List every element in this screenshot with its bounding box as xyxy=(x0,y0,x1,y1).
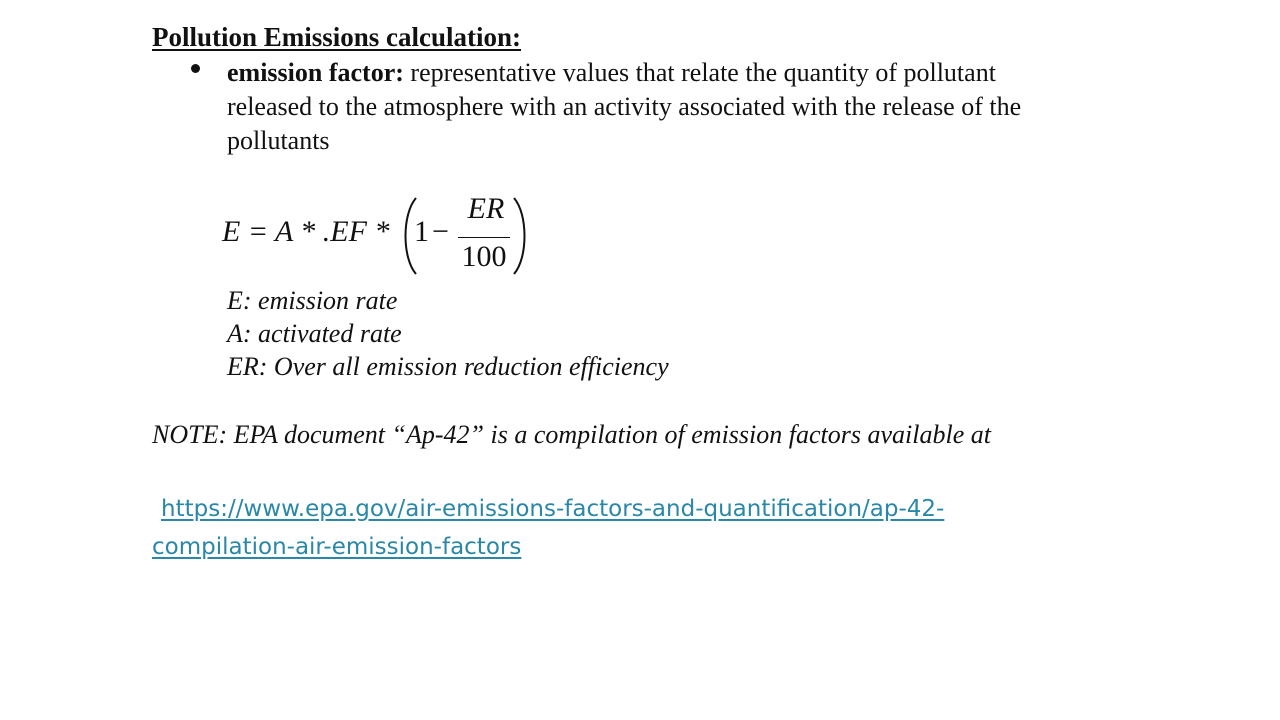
ap42-link[interactable] xyxy=(152,490,1052,566)
link-line-1[interactable]: https://www.epa.gov/air-emissions-factors-and-quantification/ap-42- xyxy=(161,496,945,522)
formula-denominator: 100 xyxy=(461,240,507,273)
formula-one: 1 xyxy=(414,215,429,248)
definition-er: ER: Over all emission reduction efficiency xyxy=(227,352,669,381)
variable-definitions xyxy=(227,284,669,383)
formula-minus: − xyxy=(432,215,449,248)
fraction-bar xyxy=(458,237,510,238)
definition-e: E: emission rate xyxy=(227,286,398,315)
definition-a: A: activated rate xyxy=(227,319,402,348)
link-line-2[interactable]: compilation-air-emission-factors xyxy=(152,534,522,560)
right-paren-icon xyxy=(510,196,532,276)
note-text: NOTE: EPA document “Ap-42” is a compilation of emission factors available at xyxy=(152,420,991,449)
bullet-term: emission factor: xyxy=(227,58,404,87)
emission-formula xyxy=(222,192,542,278)
bullet-definition: representative values that relate the quantity of pollutant released to the atmosphere with an activity associated with the release of the pollutants xyxy=(227,58,1022,155)
formula-lhs: E = A * .EF * xyxy=(222,215,390,248)
formula-numerator: ER xyxy=(467,192,505,225)
section-heading: Pollution Emissions calculation: xyxy=(152,22,522,52)
bullet-item xyxy=(227,56,1087,158)
bullet-icon xyxy=(191,64,200,73)
